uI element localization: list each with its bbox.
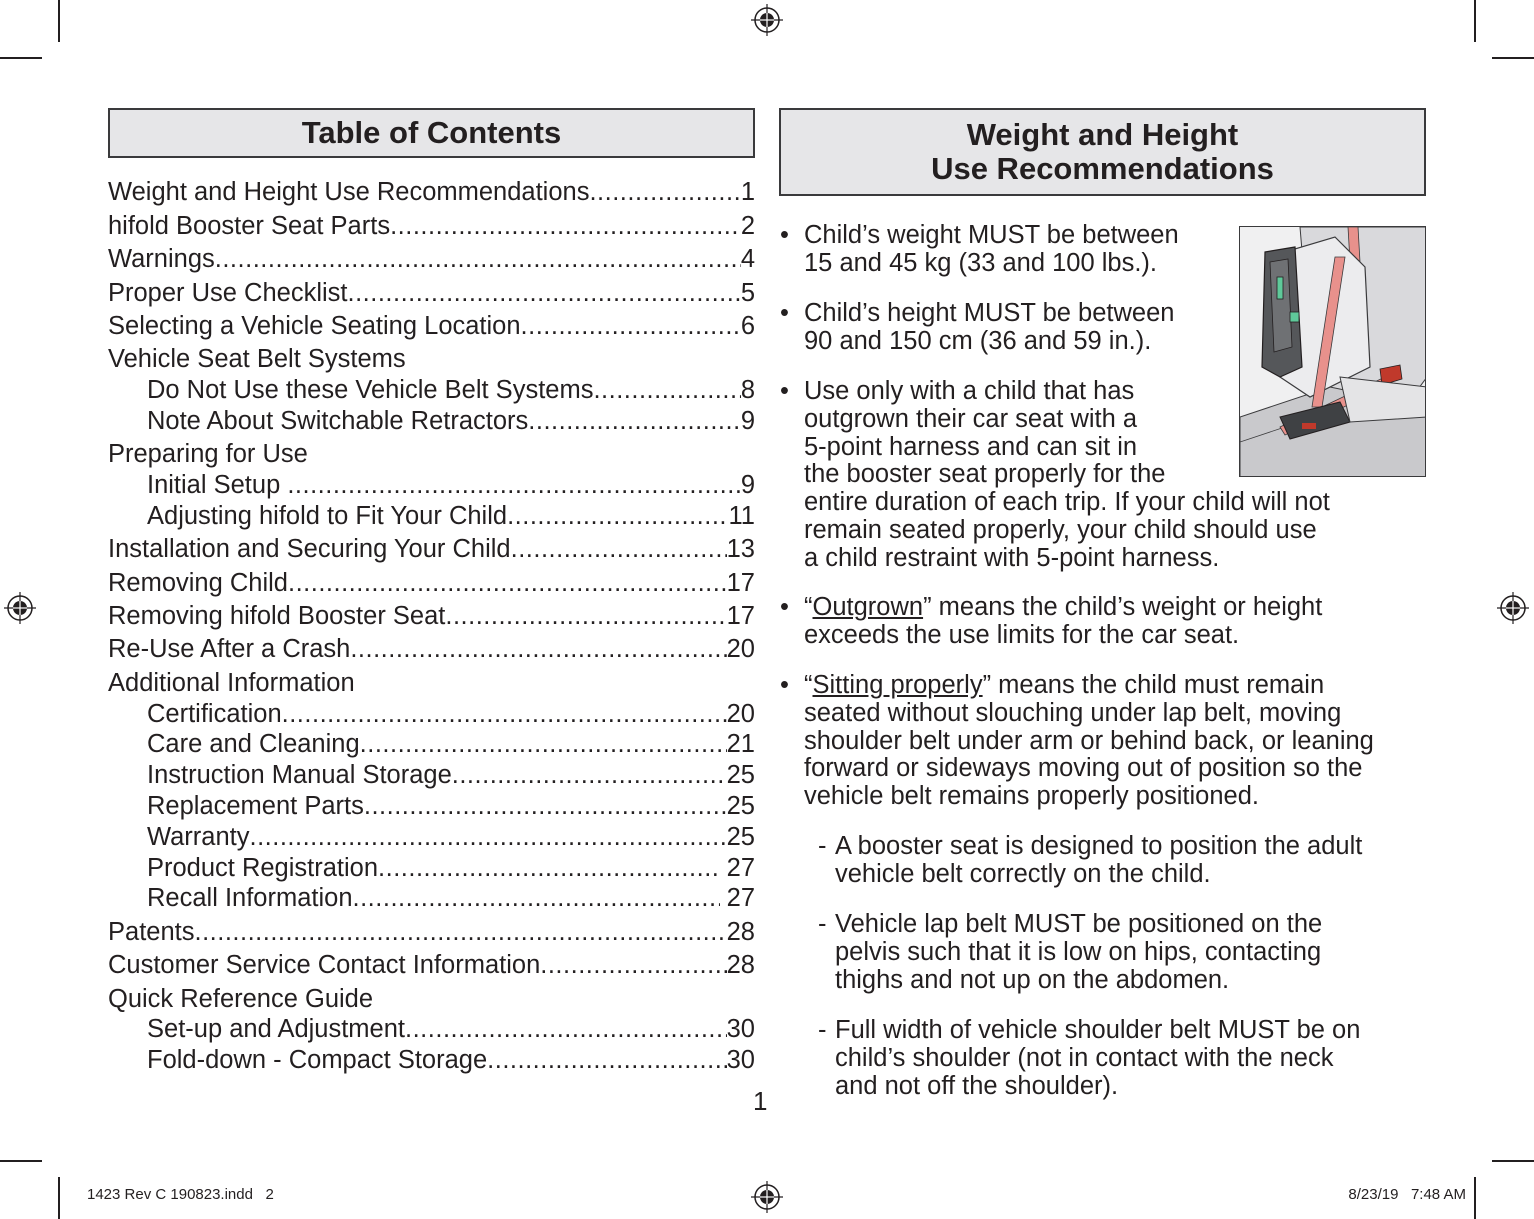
- recommendations-heading: [779, 108, 1426, 196]
- crop-mark: [1492, 57, 1534, 59]
- booster-seat-illustration: [1239, 226, 1426, 477]
- toc-section-heading: Quick Reference Guide: [108, 984, 374, 1013]
- toc-subentry[interactable]: Product Registration ..... 27: [108, 853, 755, 883]
- bullet-icon: •: [780, 299, 789, 327]
- toc-section-heading: Additional Information: [108, 668, 355, 697]
- toc-subentry[interactable]: Recall Information ..... 27: [108, 883, 755, 913]
- crop-mark: [1474, 1177, 1476, 1219]
- toc-subentry[interactable]: Care and Cleaning ..... 21: [108, 729, 755, 759]
- toc-subentry[interactable]: Certification ..... 20: [108, 699, 755, 729]
- toc-title: Table of Contents: [301, 115, 562, 150]
- page-number: 1: [753, 1086, 768, 1116]
- toc-entry[interactable]: Weight and Height Use Recommendations ..... 1: [108, 177, 755, 207]
- registration-mark-icon: [751, 4, 783, 36]
- dash-mark: -: [818, 910, 827, 938]
- dash-mark: -: [818, 832, 827, 860]
- toc-entry[interactable]: Patents ..... 28: [108, 917, 755, 947]
- file-slug: 1423 Rev C 190823.indd 2: [87, 1186, 274, 1203]
- toc-entry[interactable]: Removing Child ..... 17: [108, 568, 755, 598]
- toc-entry[interactable]: Installation and Securing Your Child ..... 13: [108, 534, 755, 564]
- toc-subentry[interactable]: Do Not Use these Vehicle Belt Systems ..... 8: [108, 375, 755, 405]
- toc-section-heading: Vehicle Seat Belt Systems: [108, 345, 406, 374]
- bullet-icon: •: [780, 221, 789, 249]
- toc-subentry[interactable]: Warranty ..... 25: [108, 822, 755, 852]
- toc-entry[interactable]: Selecting a Vehicle Seating Location ..... 6: [108, 311, 755, 341]
- crop-mark: [58, 0, 60, 42]
- toc-entry[interactable]: Re-Use After a Crash ..... 20: [108, 634, 755, 664]
- crop-mark: [0, 1160, 42, 1162]
- toc-heading: [108, 108, 755, 158]
- dash-mark: -: [818, 1016, 827, 1044]
- toc-subentry[interactable]: Instruction Manual Storage ..... 25: [108, 760, 755, 790]
- toc-section-heading: Preparing for Use: [108, 440, 308, 469]
- toc-entry[interactable]: Customer Service Contact Information ..... 28: [108, 950, 755, 980]
- crop-mark: [1492, 1160, 1534, 1162]
- toc-subentry[interactable]: Adjusting hifold to Fit Your Child ..... 11: [108, 501, 755, 531]
- registration-mark-icon: [751, 1181, 783, 1213]
- bullet-icon: •: [780, 671, 789, 699]
- date-slug: 8/23/19 7:48 AM: [1348, 1186, 1466, 1203]
- toc-list: [108, 174, 755, 1075]
- crop-mark: [1474, 0, 1476, 42]
- outgrown-term: Outgrown: [812, 593, 924, 621]
- toc-entry[interactable]: Removing hifold Booster Seat ..... 17: [108, 601, 755, 631]
- toc-subentry[interactable]: Note About Switchable Retractors ..... 9: [108, 406, 755, 436]
- bullet-icon: •: [780, 377, 789, 405]
- recommendations-title-line2: Use Recommendations: [931, 151, 1274, 186]
- crop-mark: [0, 57, 42, 59]
- recommendations-title-line1: Weight and Height: [966, 117, 1239, 152]
- toc-subentry[interactable]: Initial Setup ..... 9: [108, 470, 755, 500]
- toc-entry[interactable]: Proper Use Checklist ..... 5: [108, 278, 755, 308]
- booster-seat-icon: [1240, 227, 1426, 477]
- registration-mark-icon: [1497, 592, 1529, 624]
- toc-subentry[interactable]: Fold-down - Compact Storage ..... 30: [108, 1045, 755, 1075]
- bullet-icon: •: [780, 593, 789, 621]
- toc-entry[interactable]: hifold Booster Seat Parts ..... 2: [108, 211, 755, 241]
- crop-mark: [58, 1177, 60, 1219]
- toc-subentry[interactable]: Set-up and Adjustment ..... 30: [108, 1014, 755, 1044]
- toc-subentry[interactable]: Replacement Parts ..... 25: [108, 791, 755, 821]
- toc-entry[interactable]: Warnings ..... 4: [108, 244, 755, 274]
- registration-mark-icon: [4, 592, 36, 624]
- sitting-properly-term: Sitting properly: [812, 671, 983, 699]
